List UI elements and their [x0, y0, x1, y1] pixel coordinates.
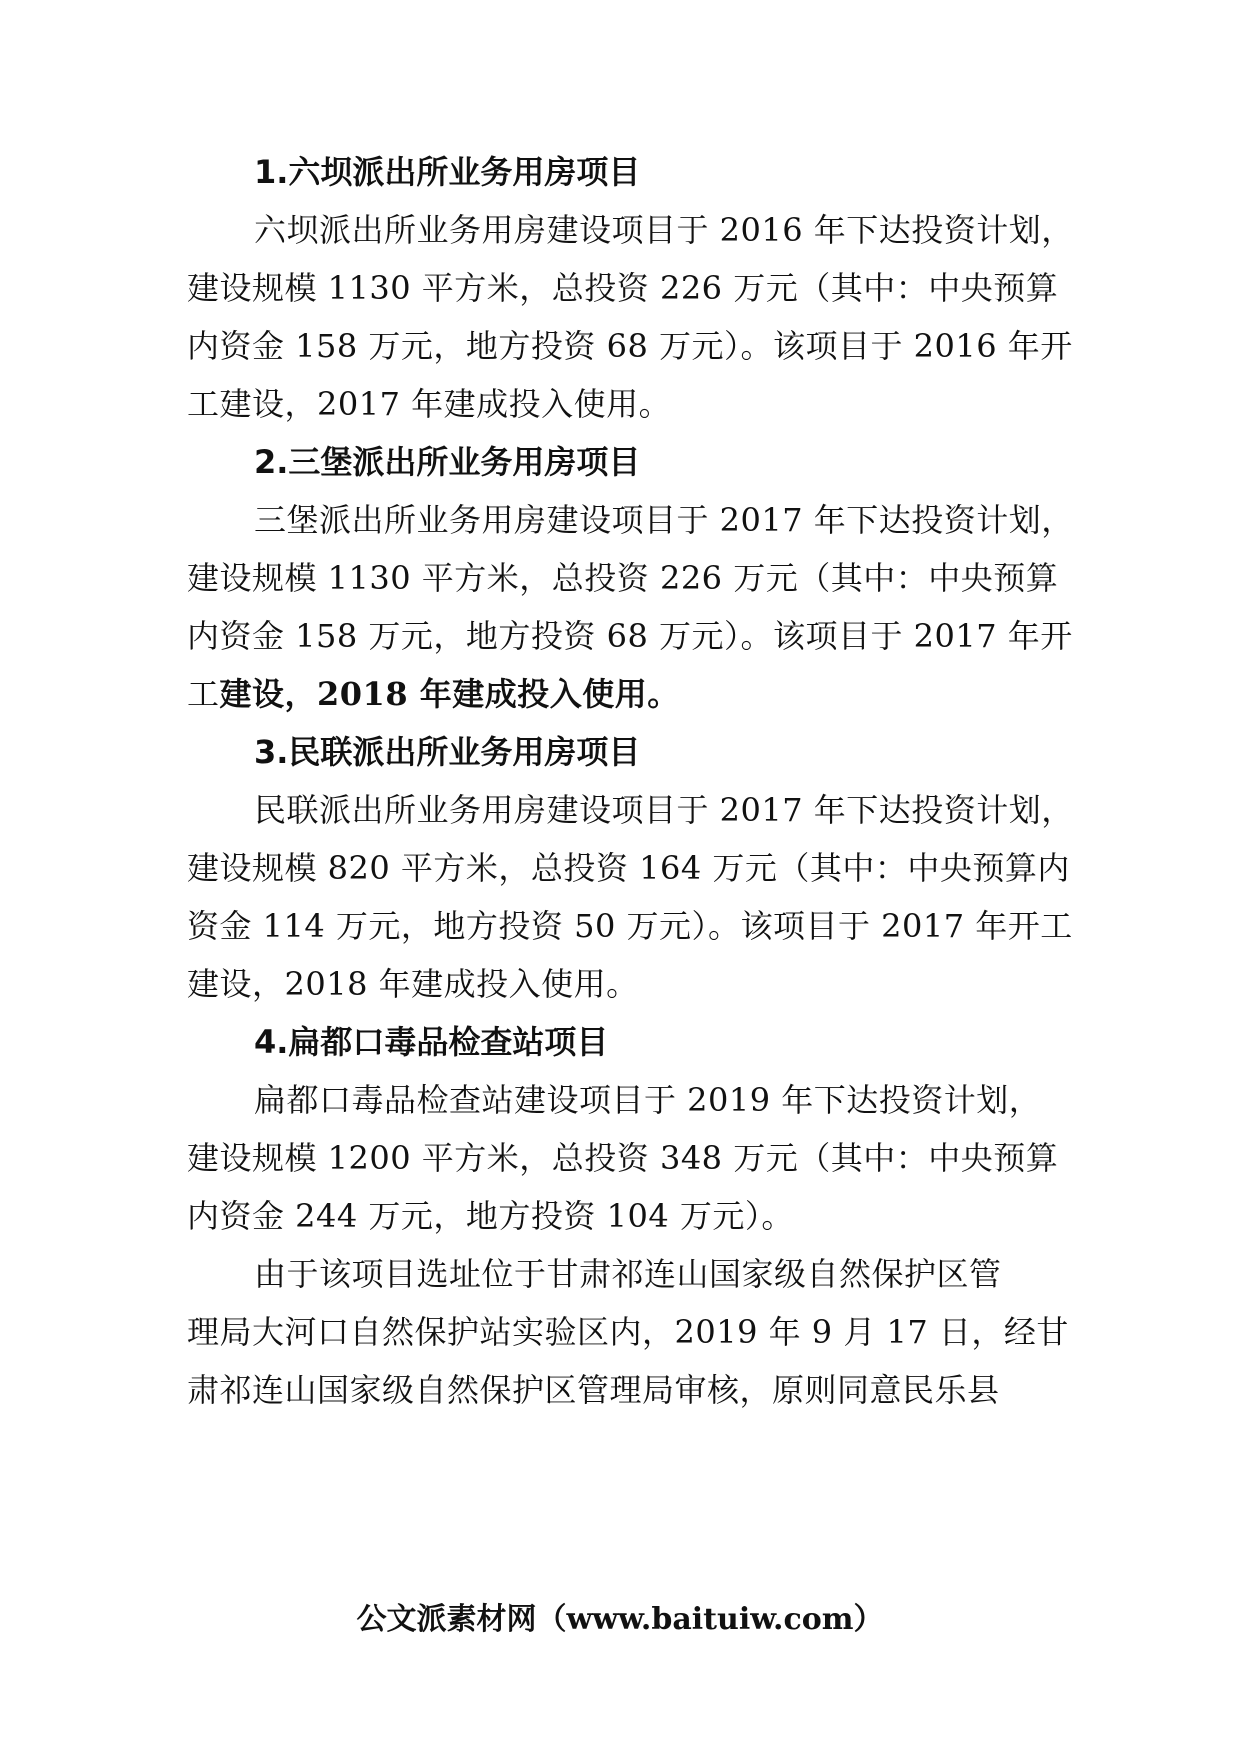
- section-2-line-4-normal: 工: [187, 675, 220, 713]
- section-1-heading: 1.六坝派出所业务用房项目: [254, 153, 641, 191]
- section-1-line-4: 工建设，2017 年建成投入使用。: [187, 385, 672, 423]
- section-2-line-2: 建设规模 1130 平方米，总投资 226 万元（其中：中央预算: [187, 559, 1059, 597]
- section-3-line-1: 民联派出所业务用房建设项目于 2017 年下达投资计划，: [254, 791, 1074, 829]
- closing-line-3: 肃祁连山国家级自然保护区管理局审核，原则同意民乐县: [187, 1371, 1000, 1409]
- section-1-line-2: 建设规模 1130 平方米，总投资 226 万元（其中：中央预算: [187, 269, 1059, 307]
- section-4-line-2: 建设规模 1200 平方米，总投资 348 万元（其中：中央预算: [187, 1139, 1059, 1177]
- section-4-line-1: 扁都口毒品检查站建设项目于 2019 年下达投资计划，: [254, 1081, 1042, 1119]
- section-3-line-4: 建设，2018 年建成投入使用。: [187, 965, 639, 1003]
- footer-source: 公文派素材网（www.baituiw.com）: [356, 1602, 884, 1637]
- closing-line-2: 理局大河口自然保护站实验区内，2019 年 9 月 17 日，经甘: [187, 1313, 1069, 1351]
- section-1-line-3: 内资金 158 万元，地方投资 68 万元）。该项目于 2016 年开: [187, 327, 1073, 365]
- section-2-line-1: 三堡派出所业务用房建设项目于 2017 年下达投资计划，: [254, 501, 1074, 539]
- section-3-line-3: 资金 114 万元，地方投资 50 万元）。该项目于 2017 年开工: [187, 907, 1073, 945]
- section-3-line-2: 建设规模 820 平方米，总投资 164 万元（其中：中央预算内: [187, 849, 1070, 887]
- section-2-heading: 2.三堡派出所业务用房项目: [254, 443, 641, 481]
- closing-line-1: 由于该项目选址位于甘肃祁连山国家级自然保护区管: [254, 1255, 1002, 1293]
- section-2-line-4-bold: 建设，2018 年建成投入使用。: [219, 675, 680, 713]
- section-1-line-1: 六坝派出所业务用房建设项目于 2016 年下达投资计划，: [254, 211, 1074, 249]
- section-2-line-4: [187, 674, 680, 714]
- section-3-heading: 3.民联派出所业务用房项目: [254, 733, 641, 771]
- section-4-heading: 4.扁都口毒品检查站项目: [254, 1023, 609, 1061]
- section-2-line-3: 内资金 158 万元，地方投资 68 万元）。该项目于 2017 年开: [187, 617, 1073, 655]
- section-4-line-3: 内资金 244 万元，地方投资 104 万元）。: [187, 1197, 794, 1235]
